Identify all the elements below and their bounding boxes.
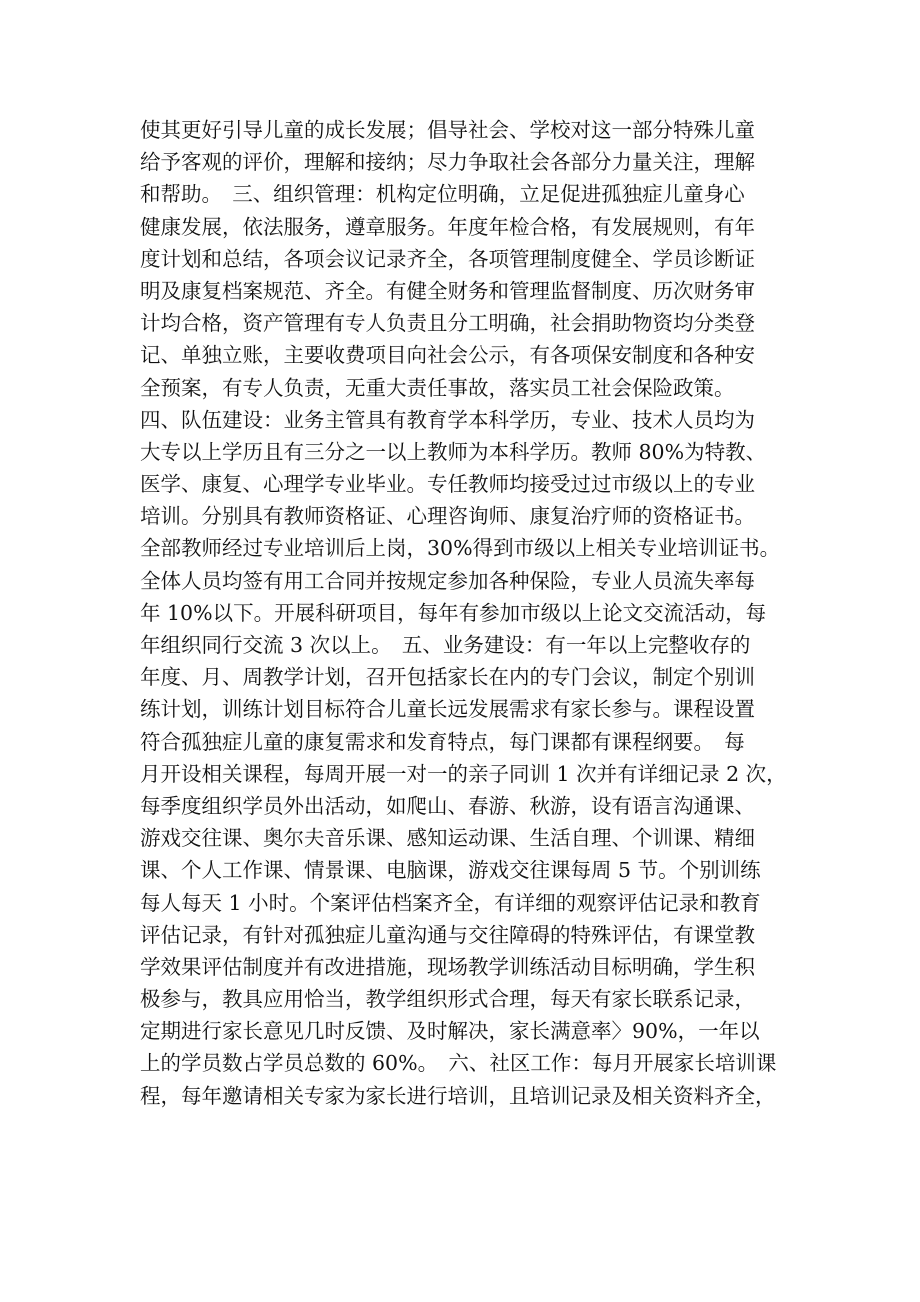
text-line: 明及康复档案规范、齐全。有健全财务和管理监督制度、历次财务审 <box>140 278 755 303</box>
text-line: 年度、月、周教学计划，召开包括家长在内的专门会议，制定个别训 <box>140 665 755 690</box>
text-line: 四、队伍建设：业务主管具有教育学本科学历，专业、技术人员均为 <box>140 407 755 432</box>
text-line: 记、单独立账，主要收费项目向社会公示，有各项保安制度和各种安 <box>140 343 755 368</box>
text-line: 练计划，训练计划目标符合儿童长远发展需求有家长参与。课程设置 <box>140 697 755 722</box>
text-line: 符合孤独症儿童的康复需求和发育特点，每门课都有课程纲要。 每 <box>140 729 745 754</box>
text-line: 和帮助。 三、组织管理：机构定位明确，立足促进孤独症儿童身心 <box>140 182 745 207</box>
text-line: 全预案，有专人负责，无重大责任事故，落实员工社会保险政策。 <box>140 375 735 400</box>
text-line: 年组织同行交流 3 次以上。 五、业务建设：有一年以上完整收存的 <box>140 633 751 657</box>
text-line: 全部教师经过专业培训后上岗，30%得到市级以上相关专业培训证书。 <box>140 536 781 561</box>
text-line: 培训。分别具有教师资格证、心理咨询师、康复治疗师的资格证书。 <box>140 504 755 529</box>
text-line: 评估记录，有针对孤独症儿童沟通与交往障碍的特殊评估，有课堂教 <box>140 922 755 947</box>
text-line: 月开设相关课程，每周开展一对一的亲子同训 1 次并有详细记录 2 次， <box>140 761 787 786</box>
text-line: 年 10%以下。开展科研项目，每年有参加市级以上论文交流活动，每 <box>140 600 767 625</box>
text-line: 使其更好引导儿童的成长发展；倡导社会、学校对这一部分特殊儿童 <box>140 118 755 142</box>
text-line: 游戏交往课、奥尔夫音乐课、感知运动课、生活自理、个训课、精细 <box>140 826 755 851</box>
text-line: 健康发展，依法服务，遵章服务。年度年检合格，有发展规则，有年 <box>140 214 755 239</box>
text-line: 每季度组织学员外出活动，如爬山、春游、秋游，设有语言沟通课、 <box>140 793 755 818</box>
text-line: 每人每天 1 小时。个案评估档案齐全，有详细的观察评估记录和教育 <box>140 890 761 915</box>
text-line: 课、个人工作课、情景课、电脑课，游戏交往课每周 5 节。个别训练 <box>140 858 761 883</box>
document-body <box>140 114 800 1112</box>
text-line: 大专以上学历且有三分之一以上教师为本科学历。教师 80%为特教、 <box>140 439 767 464</box>
text-line: 全体人员均签有用工合同并按规定参加各种保险，专业人员流失率每 <box>140 568 755 593</box>
text-line: 给予客观的评价，理解和接纳；尽力争取社会各部分力量关注，理解 <box>140 150 755 175</box>
text-line: 医学、康复、心理学专业毕业。专任教师均接受过过市级以上的专业 <box>140 472 755 497</box>
text-line: 度计划和总结，各项会议记录齐全，各项管理制度健全、学员诊断证 <box>140 246 755 271</box>
text-line: 极参与，教具应用恰当，教学组织形式合理，每天有家长联系记录， <box>140 987 755 1012</box>
text-line: 上的学员数占学员总数的 60%。 六、社区工作：每月开展家长培训课 <box>140 1051 777 1076</box>
text-line: 学效果评估制度并有改进措施，现场教学训练活动目标明确，学生积 <box>140 954 755 979</box>
text-line: 计均合格，资产管理有专人负责且分工明确，社会捐助物资均分类登 <box>140 311 755 336</box>
text-line: 定期进行家长意见几时反馈、及时解决，家长满意率〉90%，一年以 <box>140 1019 760 1044</box>
text-line: 程，每年邀请相关专家为家长进行培训，且培训记录及相关资料齐全， <box>140 1083 776 1108</box>
